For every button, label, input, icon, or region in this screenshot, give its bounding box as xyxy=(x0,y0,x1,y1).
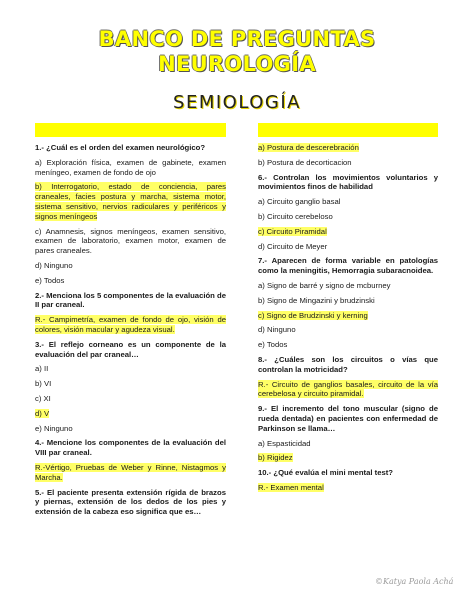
right-column xyxy=(258,123,438,498)
answer-option: a) II xyxy=(35,364,49,374)
highlighted-answer: R.- Examen mental xyxy=(258,482,324,492)
highlighted-answer: R.-Vértigo, Pruebas de Weber y Rinne, Nistagmos y Marcha. xyxy=(35,462,226,482)
answer-option: a) Circuito ganglio basal xyxy=(258,197,341,207)
section-subtitle: SEMIOLOGÍA xyxy=(173,92,301,113)
author-signature: ©Katya Paola Achá xyxy=(375,577,454,586)
question-text: 1.- ¿Cuál es el orden del examen neurológico? xyxy=(35,143,206,152)
highlight-bar xyxy=(35,123,226,137)
highlighted-answer: b) Rigidez xyxy=(258,453,293,463)
answer-option: b) Signo de Mingazini y brudzinski xyxy=(258,295,375,305)
answer-option: e) Ninguno xyxy=(35,423,73,433)
answer-option: a) Signo de barré y signo de mcburney xyxy=(258,280,391,290)
document-title-line-1: BANCO DE PREGUNTAS xyxy=(98,27,376,51)
answer-option: d) Ninguno xyxy=(258,325,296,335)
answer-option: d) Ninguno xyxy=(35,260,73,270)
highlighted-answer: b) Interrogatorio, estado de conciencia, pares craneales, facies postura y marcha, sistema motor, sistema sensitivo, nervios radiculares y periféricos y signos meníngeos xyxy=(35,182,226,221)
answer-option: a) Exploración física, examen de gabinete, examen meníngeo, examen de fondo de ojo xyxy=(35,157,226,177)
answer-option: b) VI xyxy=(35,379,52,389)
answer-option: c) Anamnesis, signos meníngeos, examen sensitivo, examen de laboratorio, examen motor, examen de pares craneales. xyxy=(35,226,226,256)
answer-option: a) Espasticidad xyxy=(258,438,311,448)
highlighted-answer: R.- Campimetría, examen de fondo de ojo, visión de colores, visión macular y agudeza visual. xyxy=(35,315,226,334)
question-text: 9.- El incremento del tono muscular (signo de rueda dentada) en pacientes con enfermedad de Parkinson se llama… xyxy=(258,404,438,433)
highlighted-answer: c) Circuito Piramidal xyxy=(258,226,327,236)
question-text: 5.- El paciente presenta extensión rígida de brazos y piernas, extensión de los dedos de los pies y extensión de la cabeza eso significa que es… xyxy=(35,487,226,517)
highlighted-answer: R.- Circuito de ganglios basales, circuito de la vía cerebelosa y circuito piramidal. xyxy=(258,379,438,399)
highlighted-answer: d) V xyxy=(35,408,50,418)
question-text: 8.- ¿Cuáles son los circuitos o vías que controlan la motricidad? xyxy=(258,354,438,374)
answer-option: c) XI xyxy=(35,393,51,403)
answer-option: e) Todos xyxy=(35,275,65,285)
answer-option: b) Postura de decorticacion xyxy=(258,157,352,167)
left-column xyxy=(35,123,226,522)
highlight-bar xyxy=(258,123,438,137)
question-text: 2.- Menciona los 5 componentes de la evaluación de II par craneal. xyxy=(35,290,226,310)
highlighted-answer: c) Signo de Brudzinski y kerning xyxy=(258,310,368,320)
answer-option: e) Todos xyxy=(258,340,288,350)
document-title-line-2: NEUROLOGÍA xyxy=(158,52,316,76)
question-text: 10.- ¿Qué evalúa el mini mental test? xyxy=(258,468,394,478)
highlighted-answer: a) Postura de descerebración xyxy=(258,143,359,152)
question-text: 6.- Controlan los movimientos voluntarios y movimientos finos de habilidad xyxy=(258,172,438,192)
question-text: 3.- El reflejo corneano es un componente de la evaluación del par craneal… xyxy=(35,339,226,359)
question-text: 4.- Mencione los componentes de la evaluación del VIII par craneal. xyxy=(35,438,226,458)
question-text: 7.- Aparecen de forma variable en patologías como la meningitis, Hemorragia subaracnoidea. xyxy=(258,256,438,276)
answer-option: b) Circuito cerebeloso xyxy=(258,211,333,221)
answer-option: d) Circuito de Meyer xyxy=(258,241,328,251)
